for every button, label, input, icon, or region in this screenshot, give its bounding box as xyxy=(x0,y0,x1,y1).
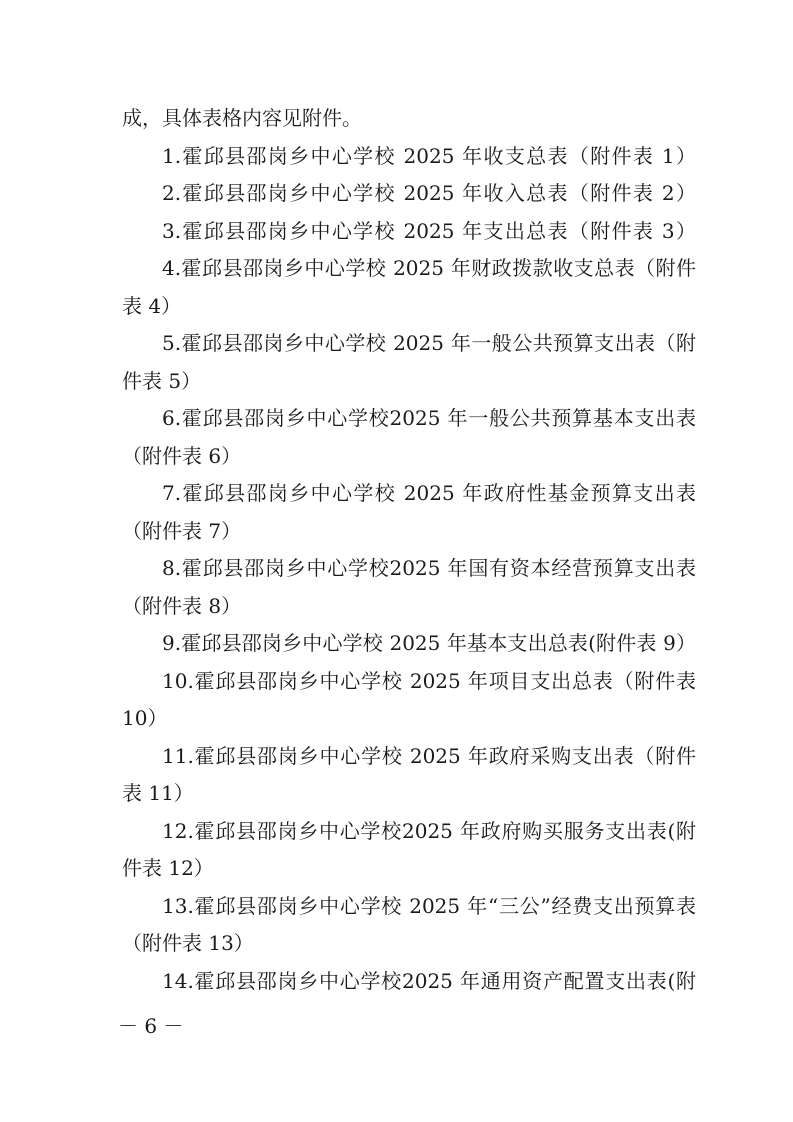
text-line: （附件表 8） xyxy=(122,593,242,618)
text-line: 表 4） xyxy=(122,293,182,318)
text-line: 13.霍邱县邵岗乡中心学校 2025 年“三公”经费支出预算表 xyxy=(162,893,696,918)
text-line: 1.霍邱县邵岗乡中心学校 2025 年收支总表（附件表 1） xyxy=(162,143,696,168)
text-line: 2.霍邱县邵岗乡中心学校 2025 年收入总表（附件表 2） xyxy=(162,181,696,205)
text-line: （附件表 13） xyxy=(122,931,254,955)
text-line: 3.霍邱县邵岗乡中心学校 2025 年支出总表（附件表 3） xyxy=(162,218,696,243)
text-line: 7.霍邱县邵岗乡中心学校 2025 年政府性基金预算支出表 xyxy=(162,481,696,505)
text-line: （附件表 7） xyxy=(122,518,242,543)
text-line: 14.霍邱县邵岗乡中心学校2025 年通用资产配置支出表(附 xyxy=(162,968,696,993)
text-line: 12.霍邱县邵岗乡中心学校2025 年政府购买服务支出表(附 xyxy=(162,818,696,843)
text-line: 成，具体表格内容见附件。 xyxy=(122,106,362,130)
text-line: 件表 12） xyxy=(122,856,214,880)
text-line: 件表 5） xyxy=(122,368,202,393)
page-number: － 6 － xyxy=(118,1014,184,1038)
text-line: 5.霍邱县邵岗乡中心学校 2025 年一般公共预算支出表（附 xyxy=(162,331,696,355)
text-line: 8.霍邱县邵岗乡中心学校2025 年国有资本经营预算支出表 xyxy=(162,556,696,580)
document-body xyxy=(122,100,696,1000)
text-line: 10.霍邱县邵岗乡中心学校 2025 年项目支出总表（附件表 xyxy=(162,668,696,693)
text-line: （附件表 6） xyxy=(122,443,242,468)
text-line: 10） xyxy=(122,706,168,730)
text-line: 9.霍邱县邵岗乡中心学校 2025 年基本支出总表(附件表 9） xyxy=(162,631,696,655)
text-line: 表 11） xyxy=(122,781,194,805)
text-line: 6.霍邱县邵岗乡中心学校2025 年一般公共预算基本支出表 xyxy=(162,406,696,430)
text-line: 4.霍邱县邵岗乡中心学校 2025 年财政拨款收支总表（附件 xyxy=(162,256,696,280)
text-line: 11.霍邱县邵岗乡中心学校 2025 年政府采购支出表（附件 xyxy=(162,743,696,768)
